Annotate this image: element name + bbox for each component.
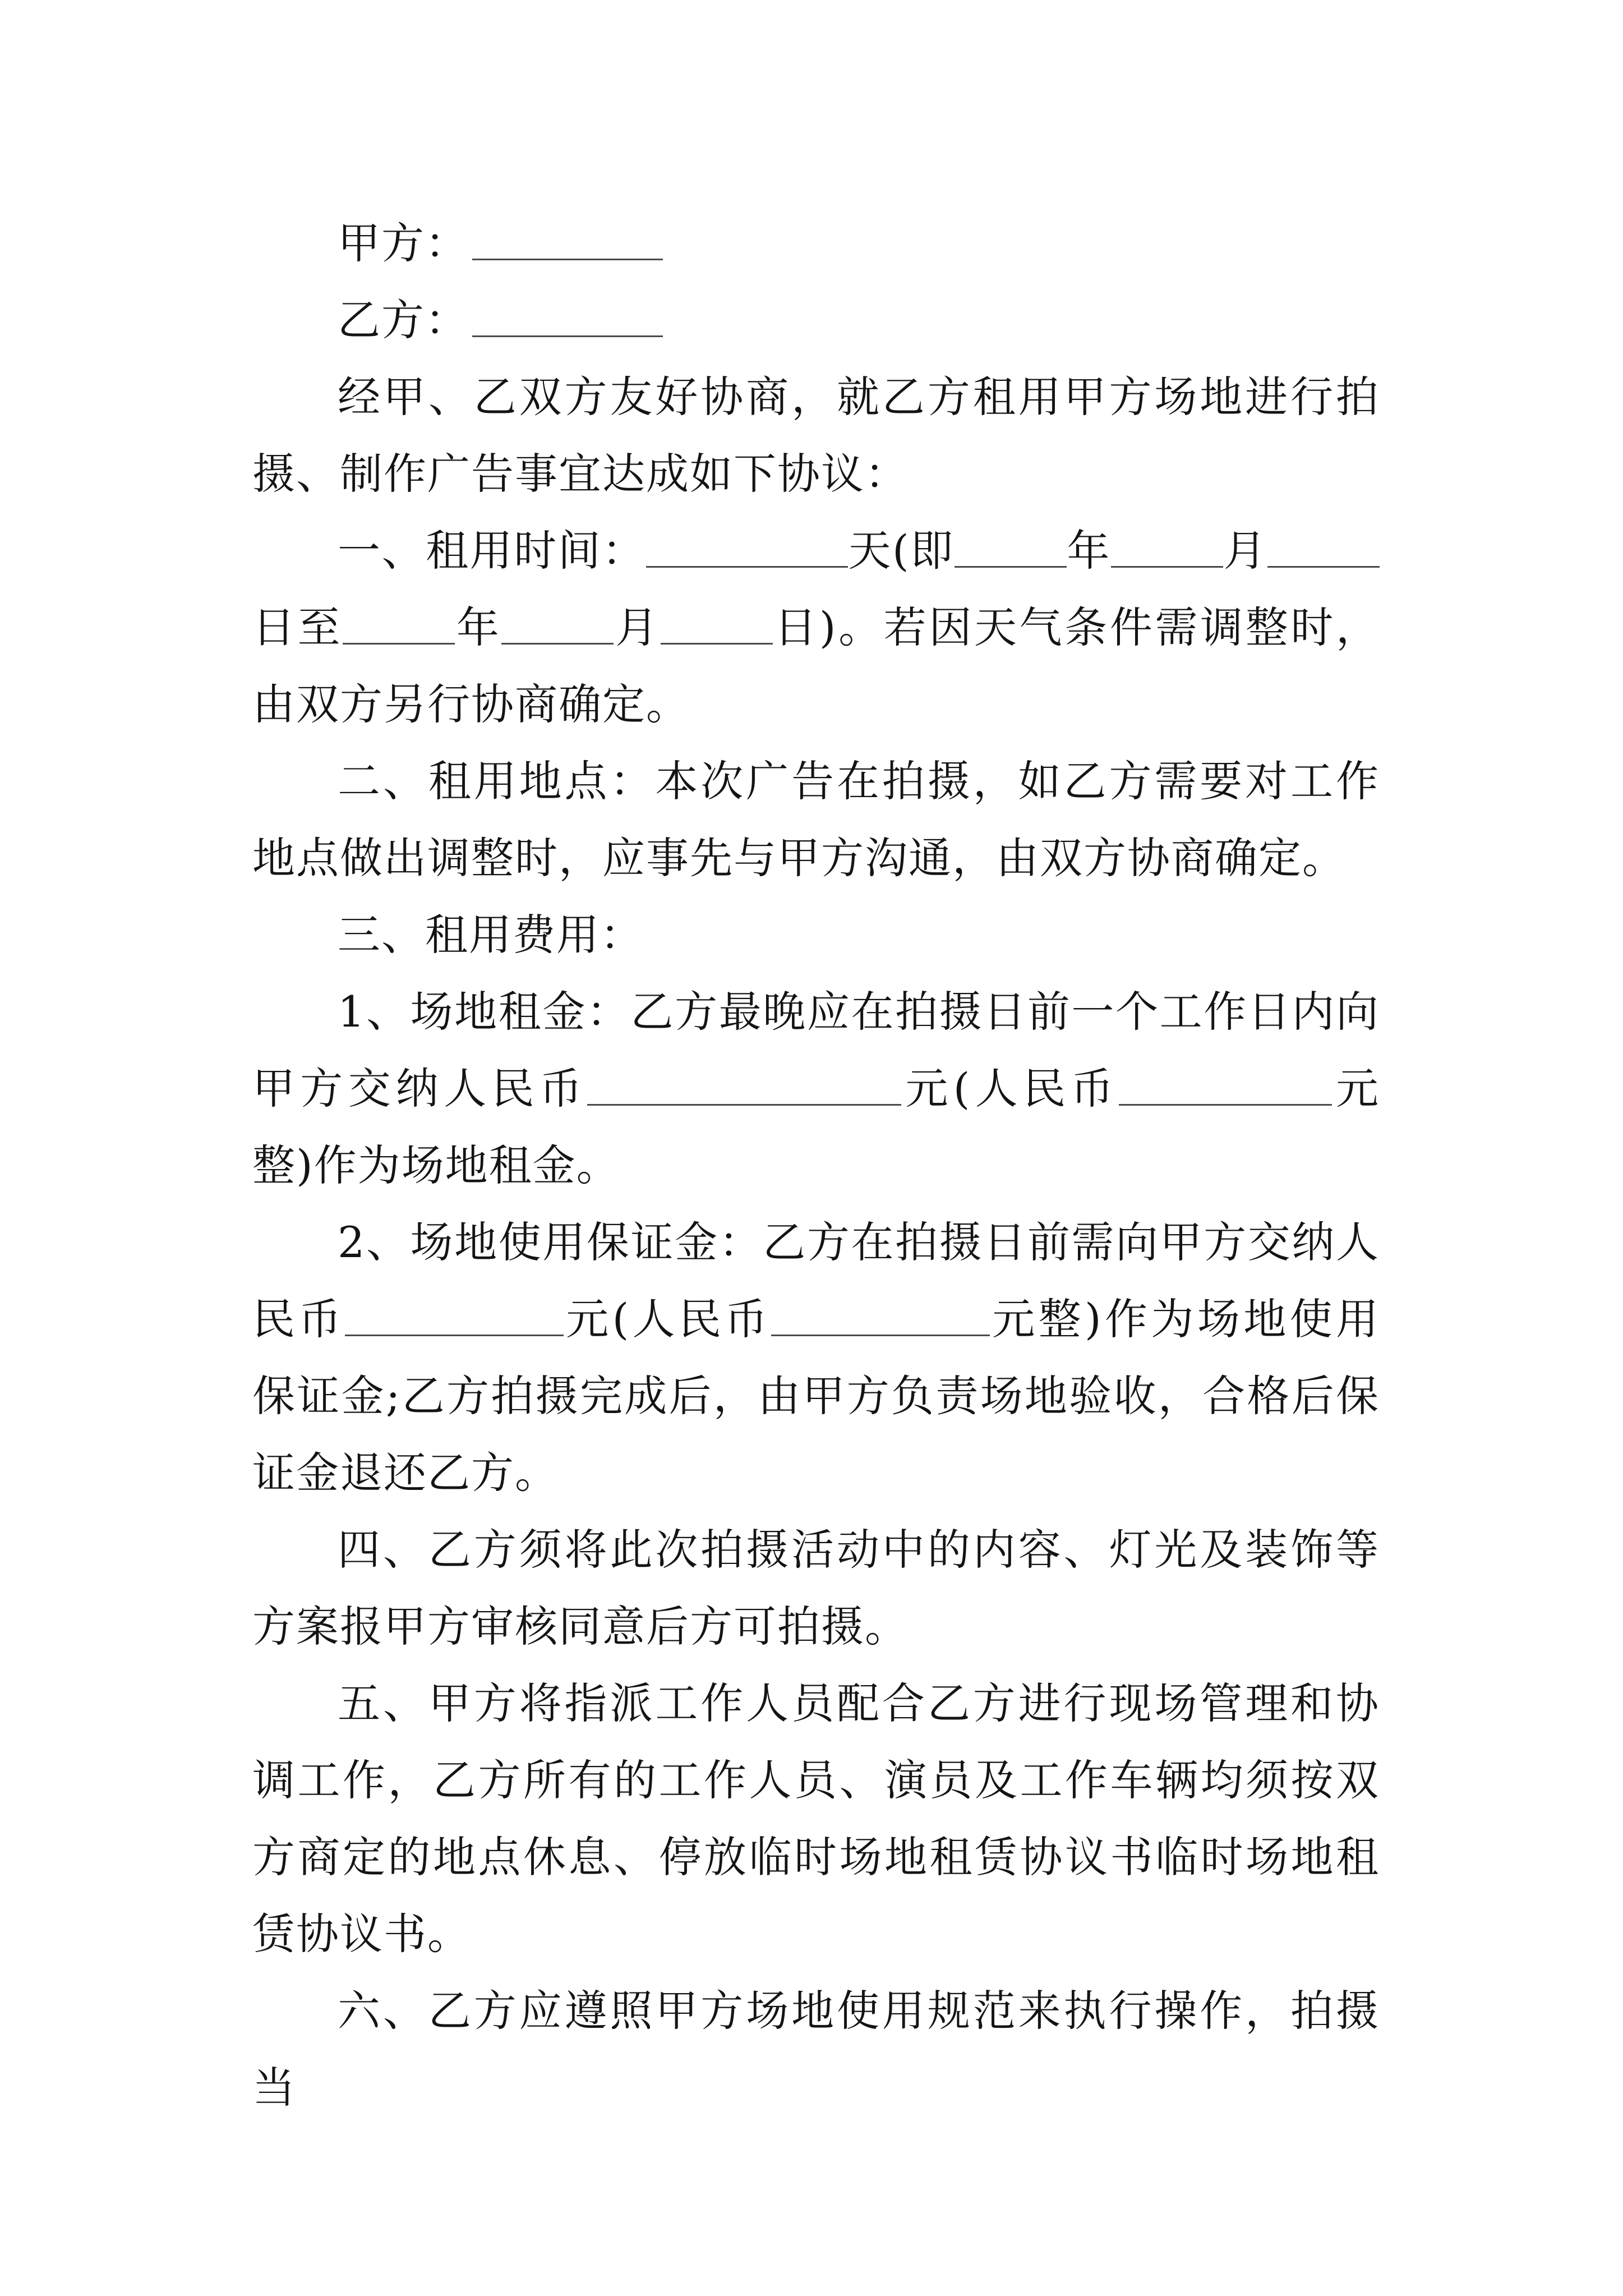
clause-3-1-tail: 元整)作为场地租金。 (252, 1064, 1380, 1190)
party-b-label: 乙方： (338, 295, 469, 345)
party-a-line (252, 205, 1380, 282)
clause-1-month-2: 月 (614, 602, 661, 652)
start-day-blank (1267, 530, 1380, 568)
deposit-amount-words-blank (771, 1298, 990, 1336)
clause-1-day-to: 日至 (252, 602, 343, 652)
clause-1-days-unit: 天(即 (847, 526, 955, 576)
clause-3-1-mid: 元(人民币 (901, 1064, 1119, 1114)
end-month-blank (501, 606, 614, 645)
party-b-blank (472, 299, 663, 337)
clause-3-2-tail: 元整)作为场地使用保证金;乙方拍摄完成后，由甲方负责场地验收，合格后保证金退还乙方。 (252, 1294, 1380, 1498)
party-a-label: 甲方： (338, 218, 469, 268)
clause-3-2-deposit (252, 1204, 1380, 1511)
party-a-blank (472, 222, 663, 260)
clause-1-lead: 一、租用时间： (338, 526, 646, 576)
end-year-blank (343, 606, 455, 645)
start-year-blank (955, 530, 1067, 568)
clause-6-usage-rules: 六、乙方应遵照甲方场地使用规范来执行操作，拍摄当 (252, 1986, 1380, 2113)
clause-4-approval: 四、乙方须将此次拍摄活动中的内容、灯光及装饰等方案报甲方审核同意后方可拍摄。 (252, 1525, 1380, 1651)
clause-1-year-2: 年 (455, 602, 502, 652)
clause-1-year: 年 (1066, 526, 1111, 576)
deposit-amount-blank (345, 1298, 564, 1336)
days-blank (646, 530, 848, 568)
party-b-line (252, 282, 1380, 358)
clause-3-2-lead: 2、场地使用保证金：乙方在拍摄日前需向甲方交纳人民币 (252, 1217, 1380, 1344)
rent-amount-blank (587, 1068, 901, 1106)
start-month-blank (1111, 530, 1223, 568)
clause-5-staff-coordination: 五、甲方将指派工作人员配合乙方进行现场管理和协调工作，乙方所有的工作人员、演员及工作车辆均须按双方商定的地点休息、停放临时场地租赁协议书临时场地租赁协议书。 (252, 1678, 1380, 1959)
clause-3-rental-fees: 三、租用费用： (338, 910, 644, 960)
clause-1-month: 月 (1223, 526, 1268, 576)
clause-3-1-lead: 1、场地租金：乙方最晚应在拍摄日前一个工作日内向甲方交纳人民币 (252, 987, 1380, 1114)
document-body (252, 205, 1380, 2126)
clause-2-rental-location: 二、租用地点：本次广告在拍摄，如乙方需要对工作地点做出调整时，应事先与甲方沟通，由双方协商确定。 (252, 756, 1380, 883)
clause-1-tail: 日)。若因天气条件需调整时，由双方另行协商确定。 (252, 602, 1380, 729)
intro-paragraph: 经甲、乙双方友好协商，就乙方租用甲方场地进行拍摄、制作广告事宜达成如下协议： (252, 372, 1380, 499)
clause-3-1-site-rent (252, 973, 1380, 1204)
end-day-blank (661, 606, 773, 645)
clause-1-rental-time (252, 512, 1380, 743)
clause-3-2-mid: 元(人民币 (563, 1294, 771, 1344)
rent-amount-words-blank (1119, 1068, 1332, 1106)
